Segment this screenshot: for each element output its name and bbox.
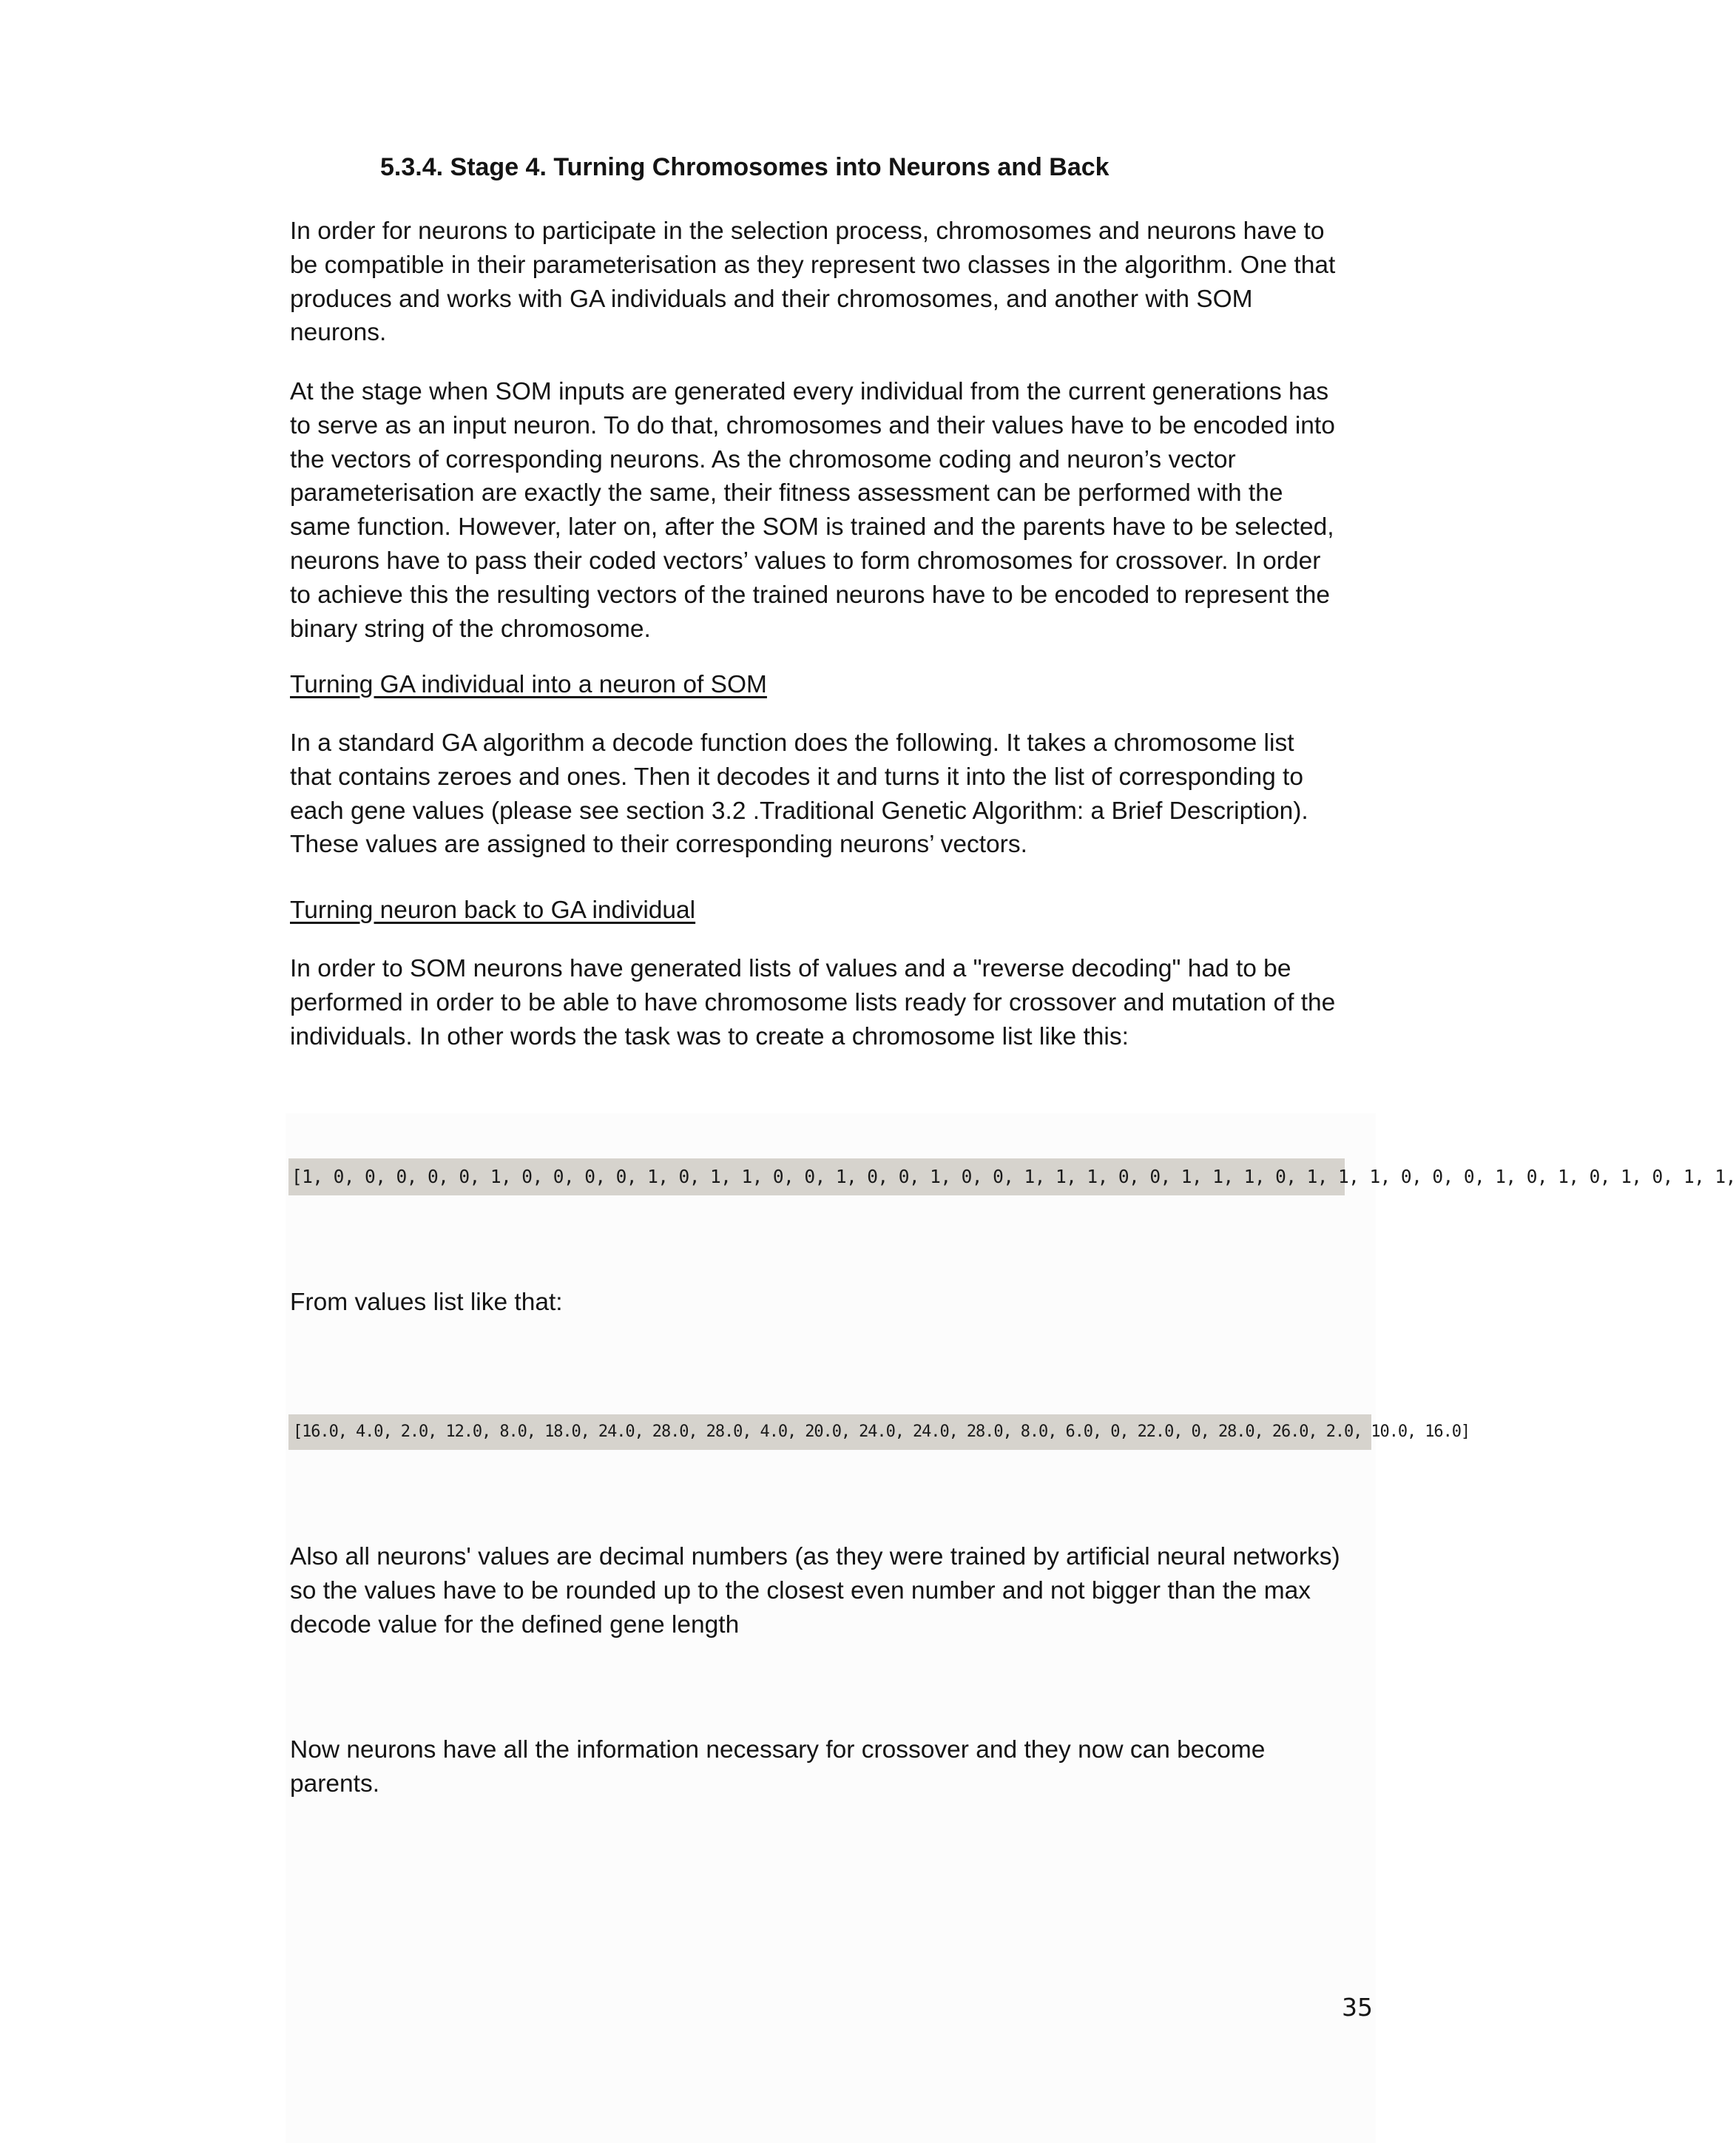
subheading-neuron-to-individual: Turning neuron back to GA individual — [290, 897, 696, 924]
text-line: In a standard GA algorithm a decode function does the following. It takes a chromosome list — [290, 729, 1294, 757]
paragraph-reverse-decoding — [290, 952, 1377, 1053]
paragraph-rounding-values — [290, 1540, 1377, 1641]
text-line: Now neurons have all the information necessary for crossover and they now can become — [290, 1736, 1266, 1764]
text-line: parameterisation are exactly the same, their fitness assessment can be performed with the — [290, 479, 1283, 507]
section-heading: 5.3.4. Stage 4. Turning Chromosomes into Neurons and Back — [380, 153, 1110, 181]
text-line: each gene values (please see section 3.2 .Traditional Genetic Algorithm: a Brief Description). — [290, 797, 1308, 825]
text-line: From values list like that: — [290, 1289, 563, 1316]
text-line: decode value for the defined gene length — [290, 1610, 740, 1639]
text-line: to achieve this the resulting vectors of the trained neurons have to be encoded to represent the — [290, 581, 1331, 609]
paragraph-values-list-intro — [290, 1286, 1377, 1320]
text-line: that contains zeroes and ones. Then it decodes it and turns it into the list of corresponding to — [290, 763, 1303, 791]
text-line: so the values have to be rounded up to the closest even number and not bigger than the max — [290, 1576, 1311, 1604]
paragraph-neurons-become-parents — [290, 1733, 1377, 1801]
text-line: the vectors of corresponding neurons. As the chromosome coding and neuron’s vector — [290, 445, 1236, 473]
text-line: In order to SOM neurons have generated lists of values and a "reverse decoding" had to be — [290, 955, 1291, 982]
text-line: binary string of the chromosome. — [290, 615, 651, 643]
text-line: These values are assigned to their corresponding neurons’ vectors. — [290, 831, 1027, 859]
text-line: to serve as an input neuron. To do that, chromosomes and their values have to be encoded into — [290, 411, 1335, 439]
subheading-individual-to-neuron: Turning GA individual into a neuron of SOM — [290, 671, 767, 698]
text-line: neurons have to pass their coded vectors’ values to form chromosomes for crossover. In order — [290, 547, 1321, 575]
text-line: produces and works with GA individuals and their chromosomes, and another with SOM — [290, 285, 1253, 313]
paragraph-neuron-compatibility — [290, 215, 1377, 350]
text-line: Also all neurons' values are decimal numbers (as they were trained by artificial neural networks) — [290, 1543, 1340, 1570]
text-line: In order for neurons to participate in the selection process, chromosomes and neurons have to — [290, 217, 1325, 245]
text-line: At the stage when SOM inputs are generated every individual from the current generations has — [290, 378, 1329, 405]
text-line: parents. — [290, 1769, 380, 1798]
chromosome-list-code: [1, 0, 0, 0, 0, 0, 1, 0, 0, 0, 0, 1, 0, 1, 1, 0, 0, 1, 0, 0, 1, 0, 0, 1, 1, 1, 0, 0, 1, 1, 1, 0, 1, 1, 1, 0, 0, 0, 1, 0, 1, 0, 1, 0, 1, 1, — [288, 1158, 1345, 1195]
text-line: be compatible in their parameterisation as they represent two classes in the algorithm. One that — [290, 251, 1336, 279]
text-line: same function. However, later on, after the SOM is trained and the parents have to be selected, — [290, 513, 1334, 541]
text-line: neurons. — [290, 319, 387, 347]
text-line: performed in order to be able to have chromosome lists ready for crossover and mutation of the — [290, 988, 1336, 1016]
paragraph-decode-function — [290, 726, 1377, 862]
values-list-code: [16.0, 4.0, 2.0, 12.0, 8.0, 18.0, 24.0, 28.0, 28.0, 4.0, 20.0, 24.0, 24.0, 28.0, 8.0, 6.0, 0, 22.0, 0, 28.0, 26.0, 2.0, 10.0, 16.0] — [288, 1414, 1371, 1450]
paragraph-som-inputs — [290, 375, 1377, 646]
text-line: individuals. In other words the task was to create a chromosome list like this: — [290, 1022, 1129, 1050]
page-number: 35 — [1342, 1993, 1373, 2022]
